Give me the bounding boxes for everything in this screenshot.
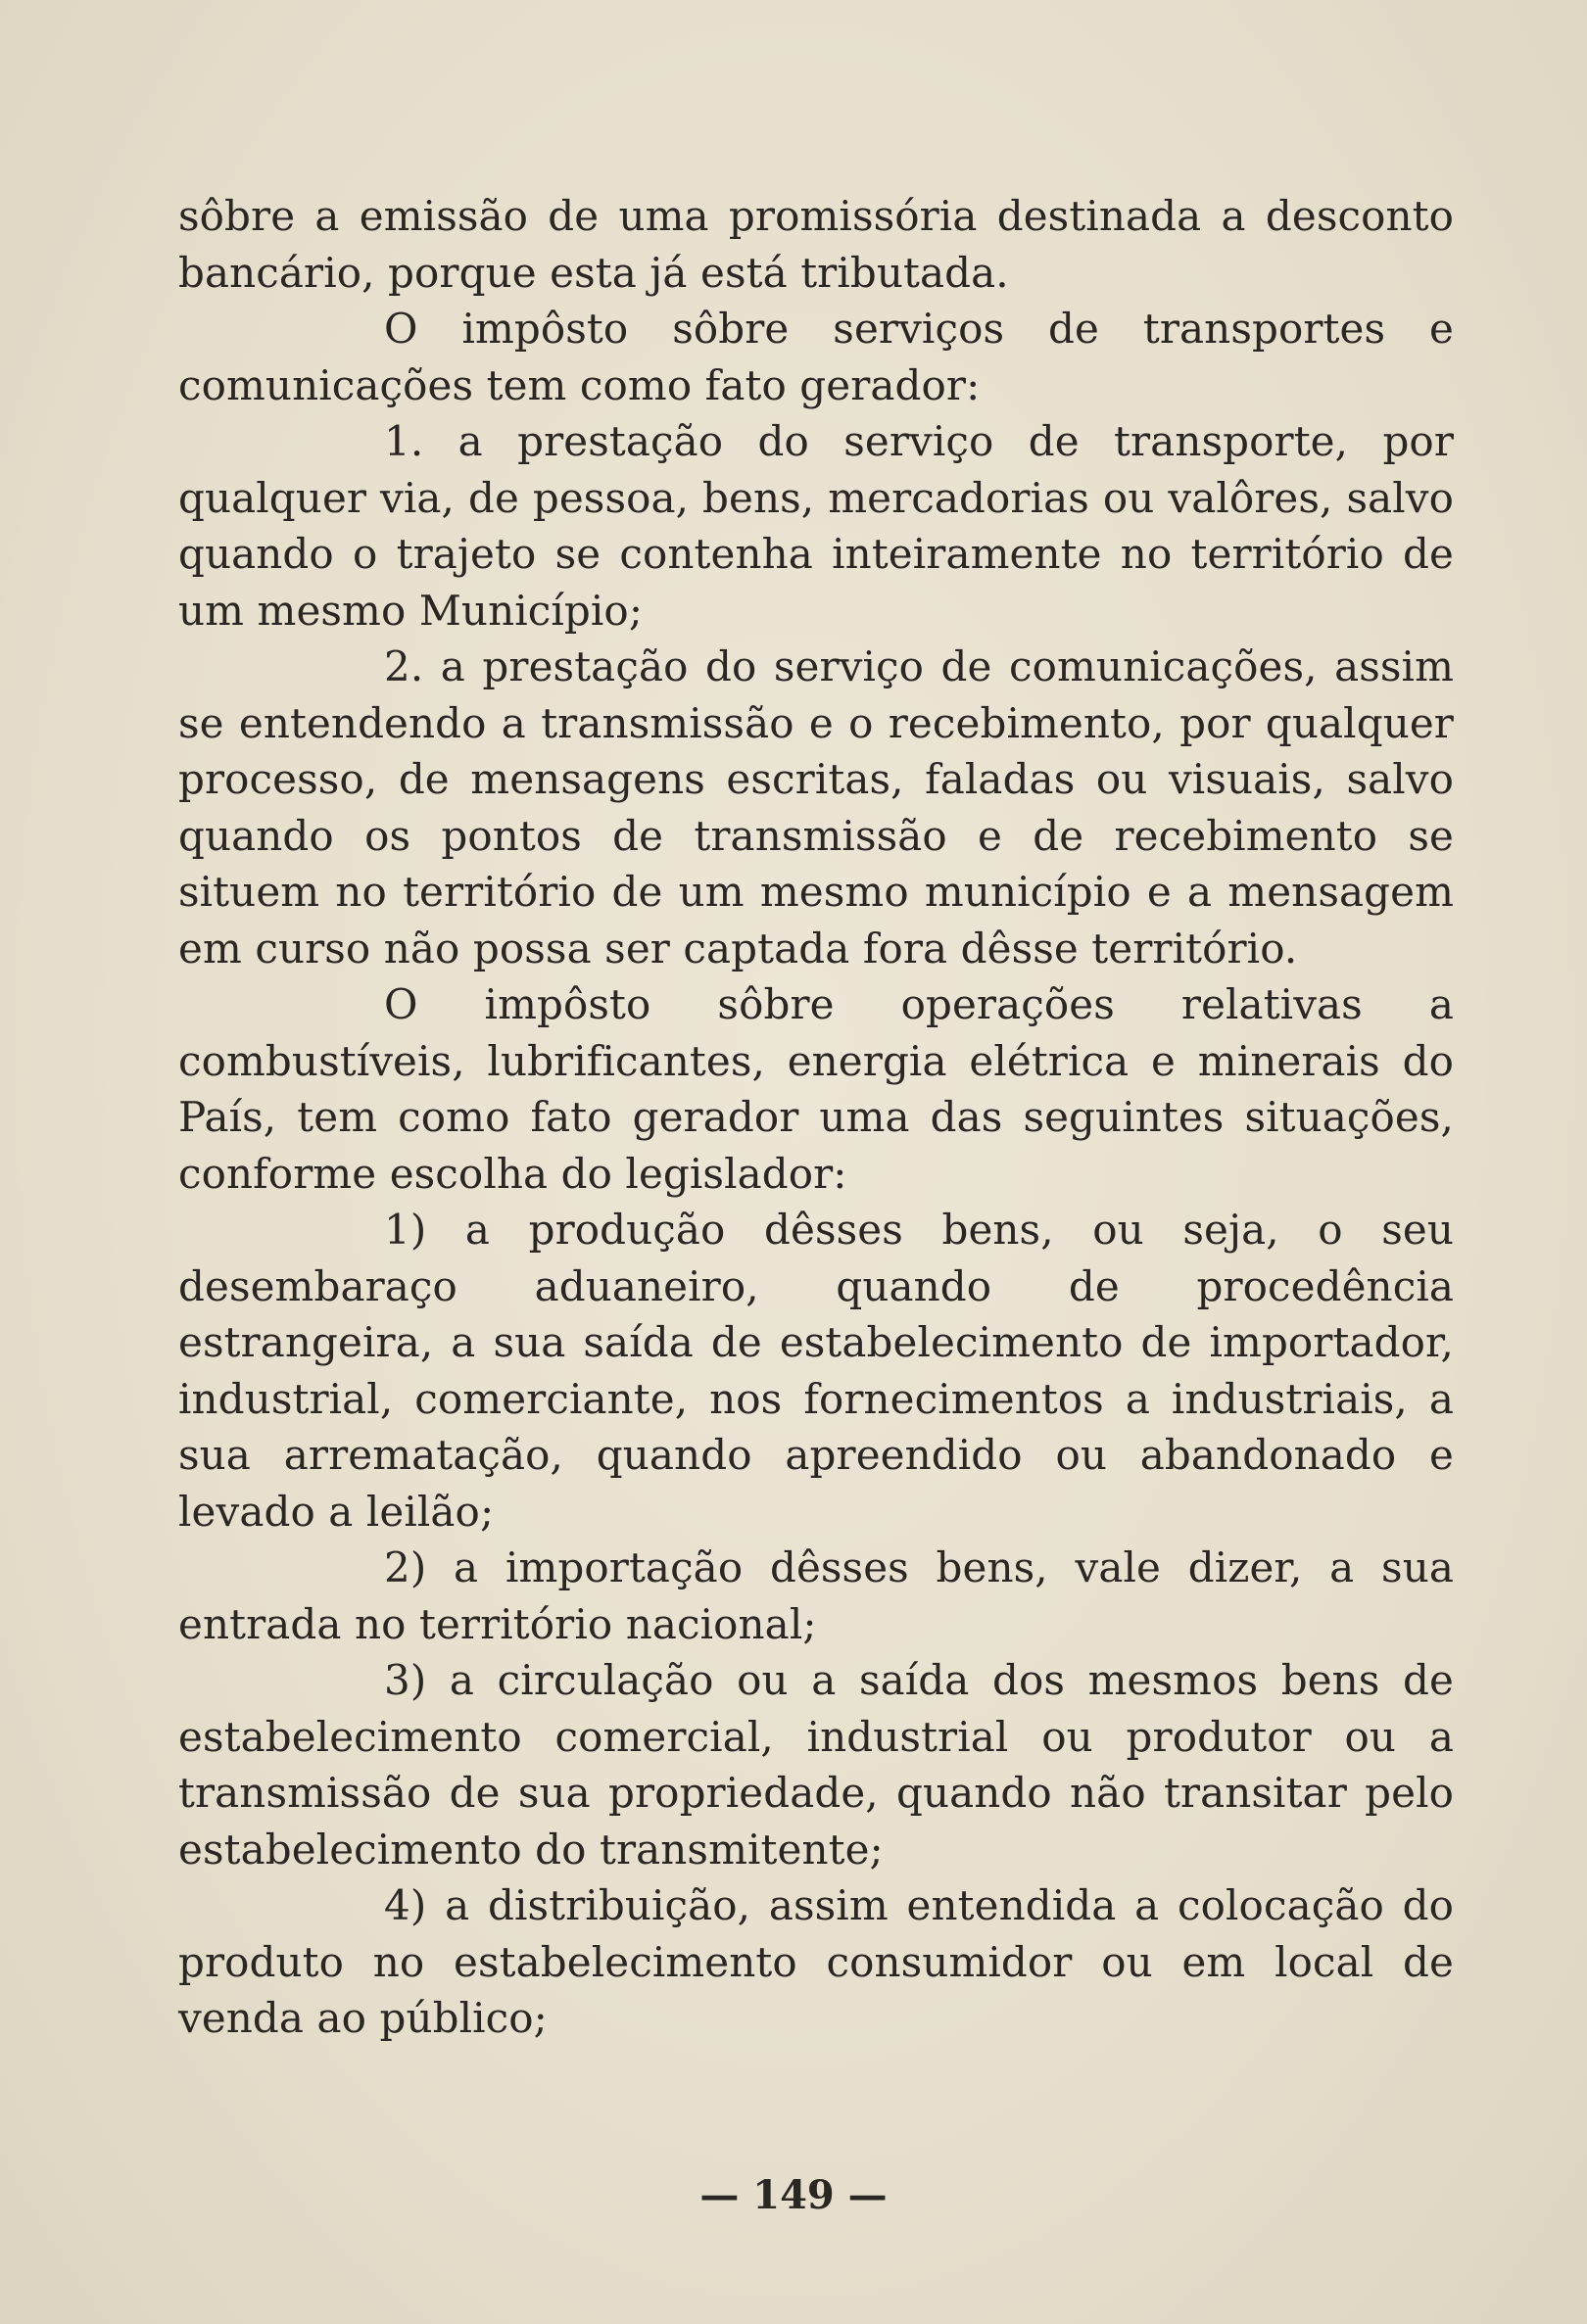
body-text	[178, 188, 1454, 2047]
list-item-circulation: 3) a circulação ou a saída dos mesmos bens de estabelecimento comercial, industrial ou produtor ou a transmissão de sua propriedade, quando não transitar pelo estabelecimento do transmitente;	[178, 1656, 1454, 1873]
paragraph-fuel-tax: O impôsto sôbre operações relativas a combustíveis, lubrificantes, energia elétrica e minerais do País, tem como fato gerador uma das seguintes situações, conforme escolha do legislador:	[178, 980, 1454, 1198]
paragraph-continuation: sôbre a emissão de uma promissória destinada a desconto bancário, porque esta já está tributada.	[178, 192, 1454, 297]
list-item-importation: 2) a importação dêsses bens, vale dizer, a sua entrada no território nacional;	[178, 1543, 1454, 1648]
paragraph-transport-tax: O impôsto sôbre serviços de transportes e comunicações tem como fato gerador:	[178, 305, 1454, 409]
list-item-communications: 2. a prestação do serviço de comunicações, assim se entendendo a transmissão e o recebimento, por qualquer processo, de mensagens escritas, faladas ou visuais, salvo quando os pontos de transmissão e de recebimento se situem no território de um mesmo município e a mensagem em curso não possa ser captada fora dêsse território.	[178, 642, 1454, 972]
list-item-production: 1) a produção dêsses bens, ou seja, o seu desembaraço aduaneiro, quando de procedência estrangeira, a sua saída de estabelecimento de importador, industrial, comerciante, nos fornecimentos a industriais, a sua arrematação, quando apreendido ou abandonado e levado a leilão;	[178, 1206, 1454, 1536]
list-item-distribution: 4) a distribuição, assim entendida a colocação do produto no estabelecimento consumidor ou em local de venda ao público;	[178, 1881, 1454, 2042]
page-number: — 149 —	[699, 2172, 888, 2218]
list-item-transport: 1. a prestação do serviço de transporte, por qualquer via, de pessoa, bens, mercadorias ou valôres, salvo quando o trajeto se contenha inteiramente no território de um mesmo Município;	[178, 417, 1454, 635]
